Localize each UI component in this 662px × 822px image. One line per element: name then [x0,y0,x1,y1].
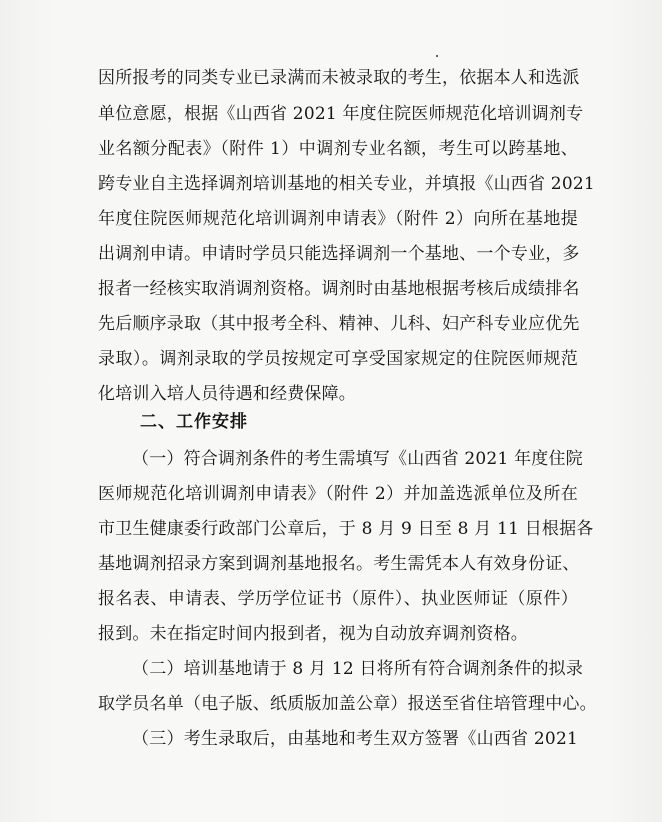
item-1-line-3: 市卫生健康委行政部门公章后，于 8 月 9 日至 8 月 11 日根据各 [98,519,594,539]
item-1-line-6: 报到。未在指定时间内报到者，视为自动放弃调剂资格。 [98,624,528,644]
item-1-line-1: （一）符合调剂条件的考生需填写《山西省 2021 年度住院 [132,449,583,469]
scan-speck [436,55,438,57]
item-3-line-1: （三）考生录取后，由基地和考生双方签署《山西省 2021 [132,729,578,749]
item-1-line-5: 报名表、申请表、学历学位证书（原件）、执业医师证（原件） [98,589,578,609]
item-2-line-2: 取学员名单（电子版、纸质版加盖公章）报送至省住培管理中心。 [98,694,597,714]
paragraph-1-line-9: 录取）。调剂录取的学员按规定可享受国家规定的住院医师规范 [98,349,578,369]
item-1-line-2: 医师规范化培训调剂申请表》（附件 2）并加盖选派单位及所在 [98,484,578,504]
item-1-line-4: 基地调剂招录方案到调剂基地报名。考生需凭本人有效身份证、 [98,554,580,574]
paragraph-1-line-7: 报者一经核实取消调剂资格。调剂时由基地根据考核后成绩排名 [98,279,580,299]
paragraph-1-line-1: 因所报考的同类专业已录满而未被录取的考生，依据本人和选派 [98,68,580,88]
paragraph-1-line-8: 先后顺序录取（其中报考全科、精神、儿科、妇产科专业应优先 [98,314,580,334]
paragraph-1-line-2: 单位意愿，根据《山西省 2021 年度住院医师规范化培训调剂专 [98,104,584,124]
paragraph-1-line-4: 跨专业自主选择调剂培训基地的相关专业，并填报《山西省 2021 [98,174,595,194]
item-2-line-1: （二）培训基地请于 8 月 12 日将所有符合调剂条件的拟录 [132,659,584,679]
paragraph-1-line-6: 出调剂申请。申请时学员只能选择调剂一个基地、一个专业，多 [98,244,580,264]
paragraph-1-line-10: 化培训入培人员待遇和经费保障。 [98,384,356,404]
paragraph-1-line-3: 业名额分配表》（附件 1）中调剂专业名额，考生可以跨基地、 [98,139,578,159]
paragraph-1-line-5: 年度住院医师规范化培训调剂申请表》（附件 2）向所在基地提 [98,209,578,229]
section-heading: 二、工作安排 [140,412,248,432]
